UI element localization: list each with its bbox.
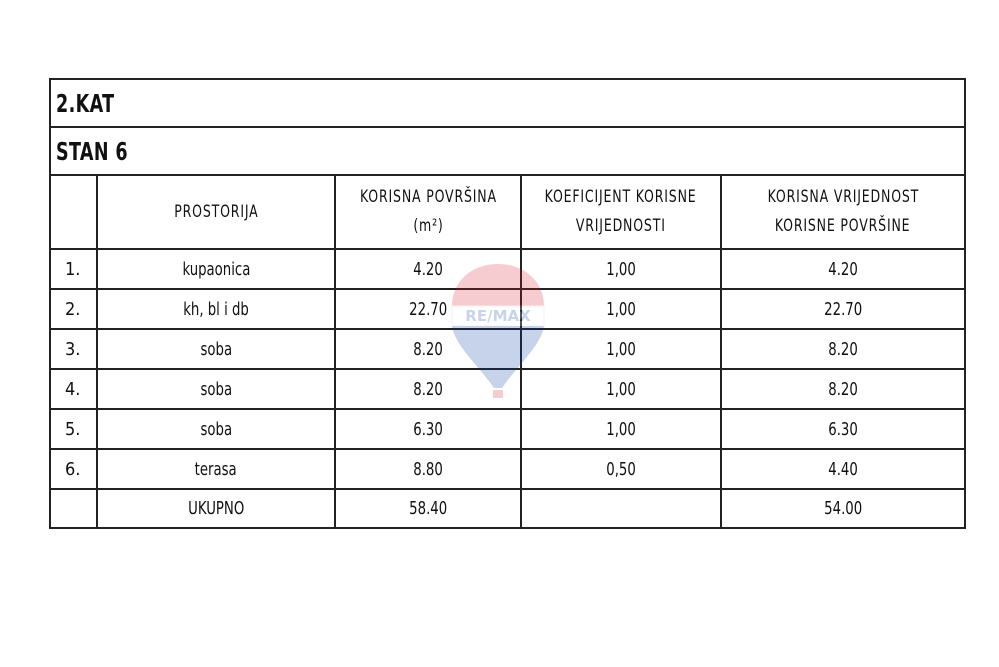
room-area: 8.80 xyxy=(335,449,521,489)
header-room-label: PROSTORIJA xyxy=(173,201,259,222)
total-label: UKUPNO xyxy=(97,489,335,528)
area-table xyxy=(49,78,966,529)
header-coef-line1: KOEFICIJENT KORISNE xyxy=(545,187,697,207)
row-number: 1. xyxy=(50,249,97,289)
room-coefficient: 1,00 xyxy=(521,369,721,409)
room-area: 4.20 xyxy=(335,249,521,289)
row-number: 3. xyxy=(50,329,97,369)
table-row xyxy=(50,409,965,449)
room-value: 22.70 xyxy=(721,289,965,329)
floor-label: 2.KAT xyxy=(56,88,115,118)
row-number: 6. xyxy=(50,449,97,489)
room-area: 8.20 xyxy=(335,369,521,409)
header-area-line2: (m²) xyxy=(412,216,444,236)
row-number: 2. xyxy=(50,289,97,329)
room-value: 6.30 xyxy=(721,409,965,449)
room-name: soba xyxy=(97,409,335,449)
room-name: terasa xyxy=(97,449,335,489)
row-number: 5. xyxy=(50,409,97,449)
room-coefficient: 1,00 xyxy=(521,409,721,449)
unit-row xyxy=(50,127,965,175)
header-coef-line2: VRIJEDNOSTI xyxy=(576,216,666,236)
header-num xyxy=(50,175,97,249)
room-name: soba xyxy=(97,329,335,369)
watermark-text: RE/MAX xyxy=(465,307,531,325)
table-row xyxy=(50,369,965,409)
table-row xyxy=(50,289,965,329)
total-value: 54.00 xyxy=(721,489,965,528)
header-coef xyxy=(521,175,721,249)
room-value: 4.40 xyxy=(721,449,965,489)
room-coefficient: 1,00 xyxy=(521,329,721,369)
header-area-line1: KORISNA POVRŠINA xyxy=(359,187,497,207)
room-coefficient: 1,00 xyxy=(521,289,721,329)
header-value-line2: KORISNE POVRŠINE xyxy=(775,216,911,236)
total-row xyxy=(50,489,965,528)
room-name: soba xyxy=(97,369,335,409)
total-num-cell xyxy=(50,489,97,528)
room-coefficient: 0,50 xyxy=(521,449,721,489)
floor-row xyxy=(50,79,965,127)
header-value-line1: KORISNA VRIJEDNOST xyxy=(767,187,919,207)
table-row xyxy=(50,449,965,489)
room-name: kupaonica xyxy=(97,249,335,289)
room-area: 8.20 xyxy=(335,329,521,369)
area-table-container xyxy=(49,78,964,529)
room-coefficient: 1,00 xyxy=(521,249,721,289)
header-room xyxy=(97,175,335,249)
total-coefficient xyxy=(521,489,721,528)
room-area: 22.70 xyxy=(335,289,521,329)
room-value: 8.20 xyxy=(721,329,965,369)
room-value: 4.20 xyxy=(721,249,965,289)
row-number: 4. xyxy=(50,369,97,409)
table-row xyxy=(50,329,965,369)
header-row xyxy=(50,175,965,249)
room-area: 6.30 xyxy=(335,409,521,449)
header-value xyxy=(721,175,965,249)
table-row xyxy=(50,249,965,289)
total-area: 58.40 xyxy=(335,489,521,528)
unit-cell xyxy=(50,127,965,175)
unit-label: STAN 6 xyxy=(56,136,129,166)
header-area xyxy=(335,175,521,249)
floor-cell xyxy=(50,79,965,127)
room-value: 8.20 xyxy=(721,369,965,409)
room-name: kh, bl i db xyxy=(97,289,335,329)
